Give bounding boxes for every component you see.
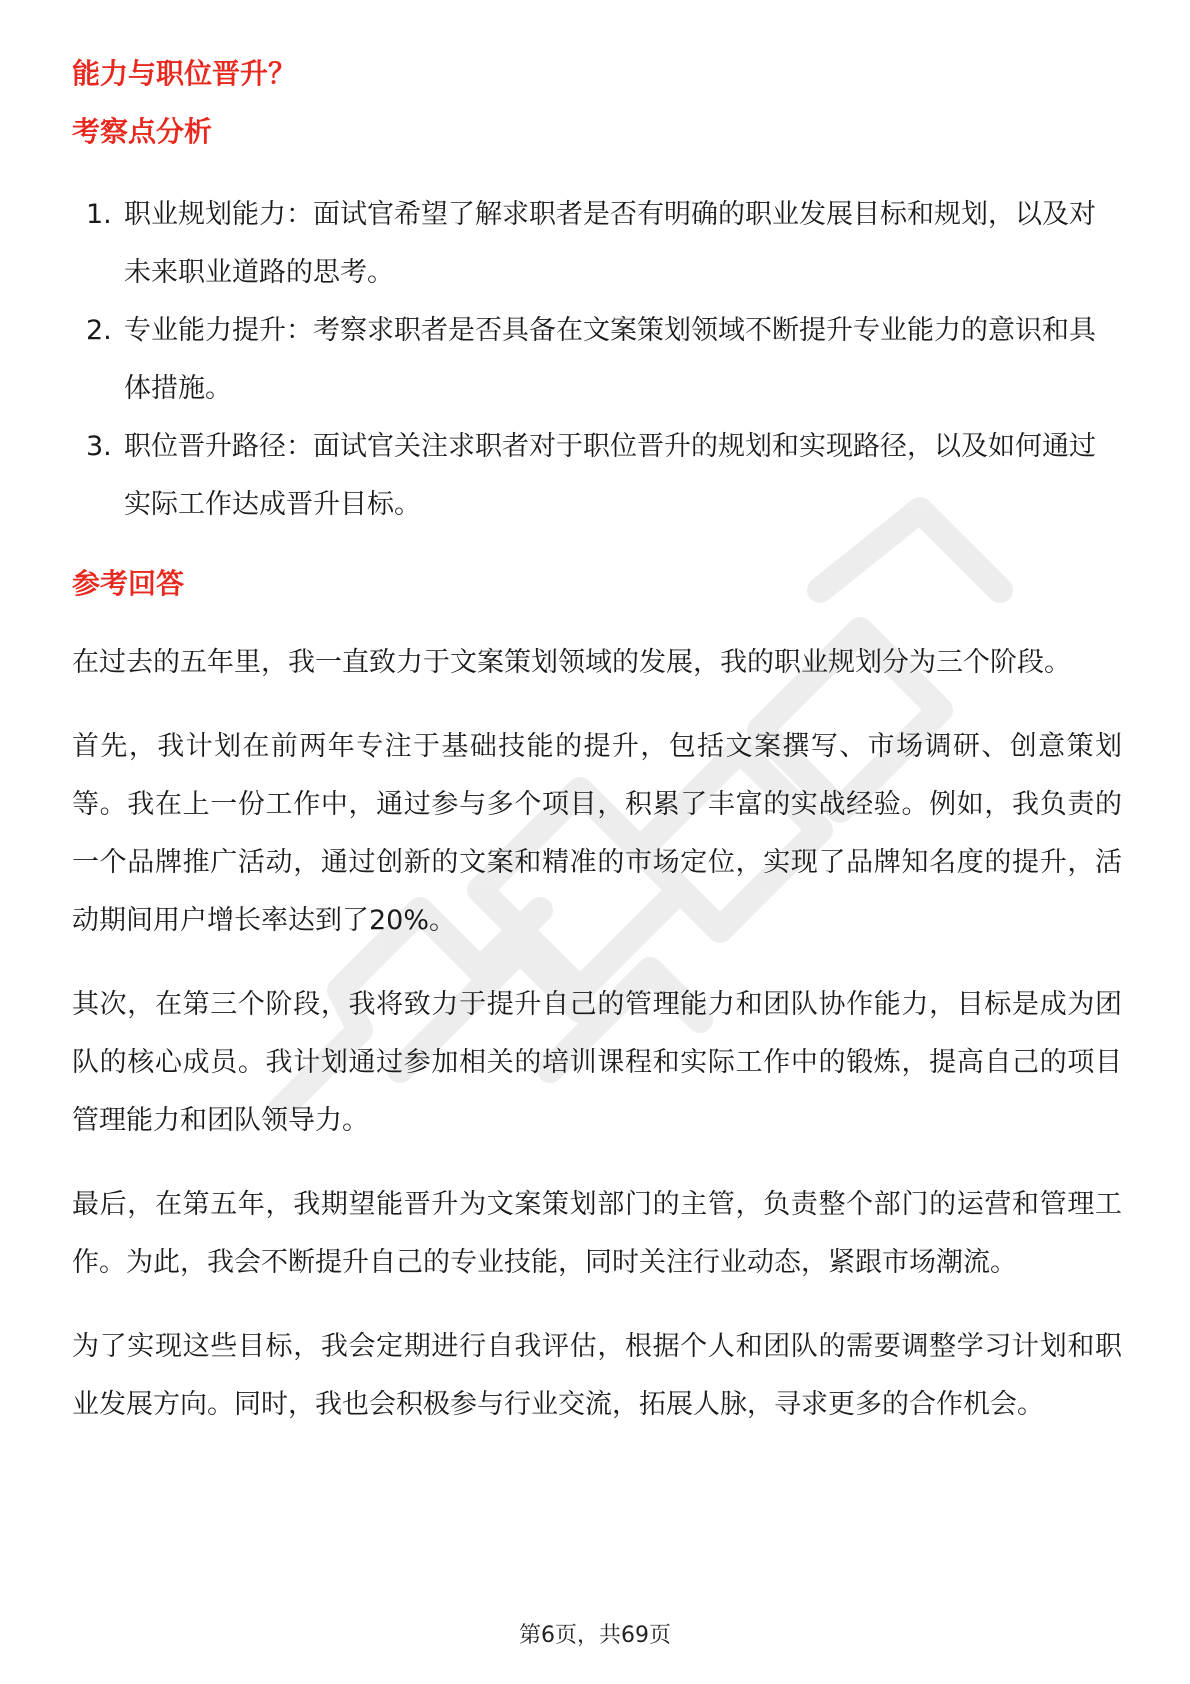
- answer-heading: 参考回答: [72, 567, 185, 600]
- page-number: 第6页，共69页: [519, 1623, 671, 1648]
- list-item: [72, 186, 1122, 302]
- document-body: [72, 48, 1122, 1434]
- list-text: 职位晋升路径：面试官关注求职者对于职位晋升的规划和实现路径，以及如何通过实际工作达成晋升目标。: [124, 431, 1096, 520]
- answer-paragraph: 其次，在第三个阶段，我将致力于提升自己的管理能力和团队协作能力，目标是成为团队的核心成员。我计划通过参加相关的培训课程和实际工作中的锻炼，提高自己的项目管理能力和团队领导力。: [72, 989, 1122, 1136]
- answer-paragraph: 首先，我计划在前两年专注于基础技能的提升，包括文案撰写、市场调研、创意策划等。我在上一份工作中，通过参与多个项目，积累了丰富的实战经验。例如，我负责的一个品牌推广活动，通过创新的文案和精准的市场定位，实现了品牌知名度的提升，活动期间用户增长率达到了20%。: [72, 731, 1122, 936]
- list-number: 2.: [86, 315, 112, 346]
- analysis-heading: 考察点分析: [72, 115, 213, 148]
- page-title: 能力与职位晋升？: [72, 57, 297, 90]
- list-number: 3.: [86, 431, 112, 462]
- answer-paragraph: 在过去的五年里，我一直致力于文案策划领域的发展，我的职业规划分为三个阶段。: [72, 647, 1071, 678]
- list-item: [72, 418, 1122, 534]
- list-text: 专业能力提升：考察求职者是否具备在文案策划领域不断提升专业能力的意识和具体措施。: [124, 315, 1096, 404]
- answer-paragraph: 最后，在第五年，我期望能晋升为文案策划部门的主管，负责整个部门的运营和管理工作。为此，我会不断提升自己的专业技能，同时关注行业动态，紧跟市场潮流。: [72, 1189, 1122, 1278]
- list-number: 1.: [86, 199, 112, 230]
- answer-paragraph: 为了实现这些目标，我会定期进行自我评估，根据个人和团队的需要调整学习计划和职业发展方向。同时，我也会积极参与行业交流，拓展人脉，寻求更多的合作机会。: [72, 1331, 1122, 1420]
- analysis-list: [72, 186, 1122, 534]
- list-text: 职业规划能力：面试官希望了解求职者是否有明确的职业发展目标和规划，以及对未来职业道路的思考。: [124, 199, 1096, 288]
- list-item: [72, 302, 1122, 418]
